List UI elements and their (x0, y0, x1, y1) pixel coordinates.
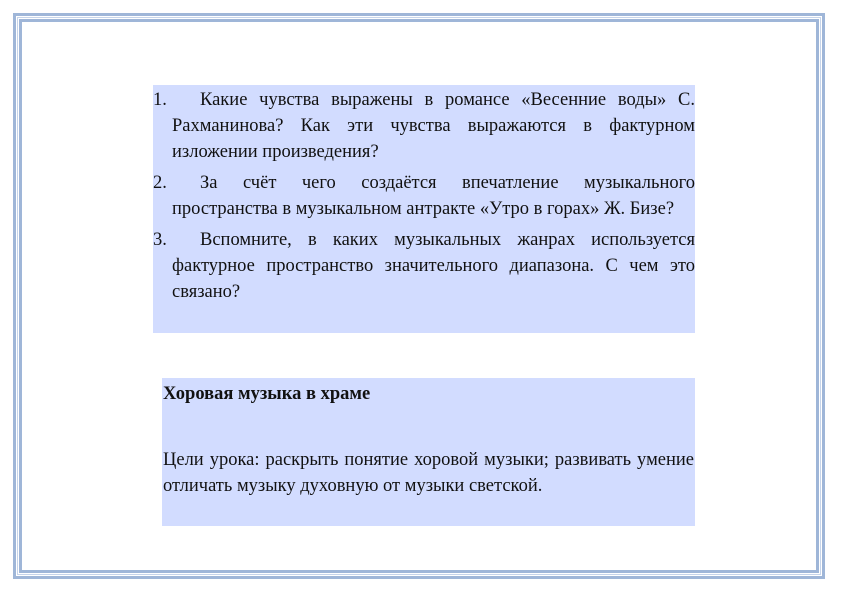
question-item (153, 170, 695, 222)
question-number: 3. (153, 230, 167, 250)
lesson-title: Хоровая музыка в храме (163, 384, 371, 404)
question-item (153, 227, 695, 305)
question-text: Какие чувства выражены в романсе «Весенние воды» С. Рахманинова? Как эти чувства выражаются в фактурном изложении произведения? (172, 90, 695, 162)
lesson-goals: Цели урока: раскрыть понятие хоровой музыки; развивать умение отличать музыку духовную от музыки светской. (163, 450, 694, 496)
question-text: За счёт чего создаётся впечатление музыкального пространства в музыкальном антракте «Утро в горах» Ж. Бизе? (172, 173, 695, 219)
question-item (153, 87, 695, 165)
question-number: 1. (153, 90, 167, 110)
question-number: 2. (153, 173, 167, 193)
question-text: Вспомните, в каких музыкальных жанрах используется фактурное пространство значительного диапазона. С чем это связано? (172, 230, 695, 302)
lesson-block (162, 378, 695, 526)
questions-block (153, 85, 695, 333)
